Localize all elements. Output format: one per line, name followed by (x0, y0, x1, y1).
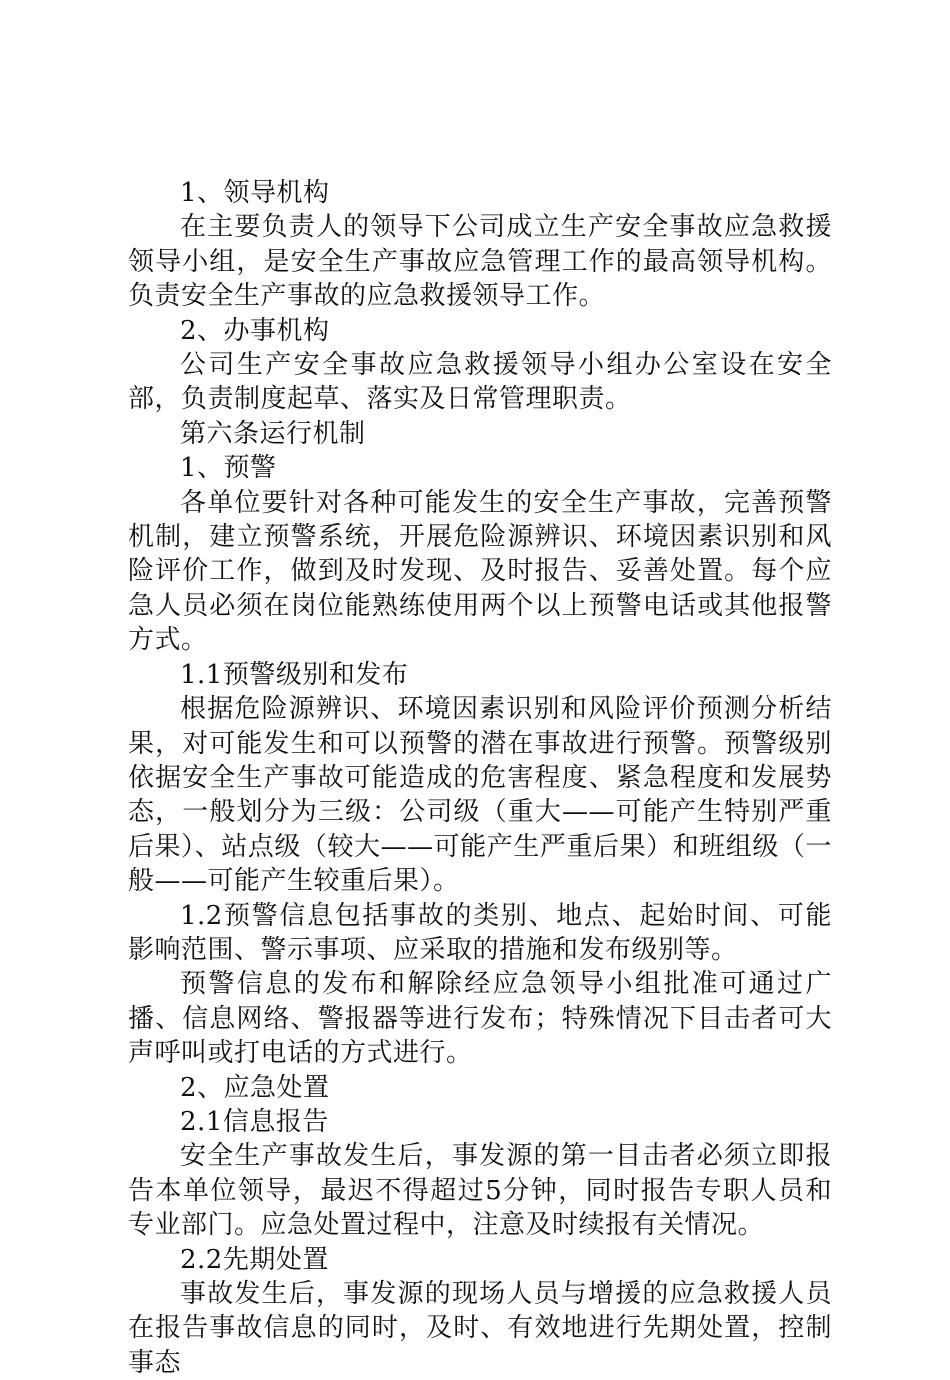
paragraph-office: 公司生产安全事故应急救援领导小组办公室设在安全部，负责制度起草、落实及日常管理职责。 (128, 350, 832, 415)
heading-warning-level: 1.1预警级别和发布 (180, 659, 409, 690)
heading-article-6: 第六条运行机制 (180, 418, 366, 449)
document-body (128, 176, 832, 1380)
paragraph-info-report: 安全生产事故发生后，事发源的第一目击者必须立即报告本单位领导，最迟不得超过5分钟，同时报告专职人员和专业部门。应急处置过程中，注意及时续报有关情况。 (128, 1141, 832, 1241)
paragraph-initial-response: 事故发生后，事发源的现场人员与增援的应急救援人员在报告事故信息的同时，及时、有效地进行先期处置，控制事态 (128, 1279, 832, 1378)
paragraph-warning: 各单位要针对各种可能发生的安全生产事故，完善预警机制，建立预警系统，开展危险源辨识、环境因素识别和风险评价工作，做到及时发现、及时报告、妥善处置。每个应急人员必须在岗位能熟练使用两个以上预警电话或其他报警方式。 (128, 487, 832, 656)
heading-info-report: 2.1信息报告 (180, 1106, 329, 1137)
paragraph-warning-release: 预警信息的发布和解除经应急领导小组批准可通过广播、信息网络、警报器等进行发布；特殊情况下目击者可大声呼叫或打电话的方式进行。 (128, 969, 832, 1069)
heading-leadership: 1、领导机构 (180, 178, 330, 208)
paragraph-leadership: 在主要负责人的领导下公司成立生产安全事故应急救援领导小组，是安全生产事故应急管理工作的最高领导机构。负责安全生产事故的应急救援领导工作。 (128, 212, 832, 312)
heading-initial-response: 2.2先期处置 (180, 1244, 329, 1275)
paragraph-warning-info: 1.2预警信息包括事故的类别、地点、起始时间、可能影响范围、警示事项、应采取的措施和发布级别等。 (128, 900, 832, 965)
heading-warning: 1、预警 (180, 453, 277, 484)
heading-emergency: 2、应急处置 (180, 1072, 330, 1103)
heading-office: 2、办事机构 (180, 315, 330, 346)
paragraph-warning-level: 根据危险源辨识、环境因素识别和风险评价预测分析结果，对可能发生和可以预警的潜在事故进行预警。预警级别依据安全生产事故可能造成的危害程度、紧急程度和发展势态，一般划分为三级：公司级（重大——可能产生特别严重后果）、站点级（较大——可能产生严重后果）和班组级（一般——可能产生较重后果）。 (128, 694, 832, 897)
